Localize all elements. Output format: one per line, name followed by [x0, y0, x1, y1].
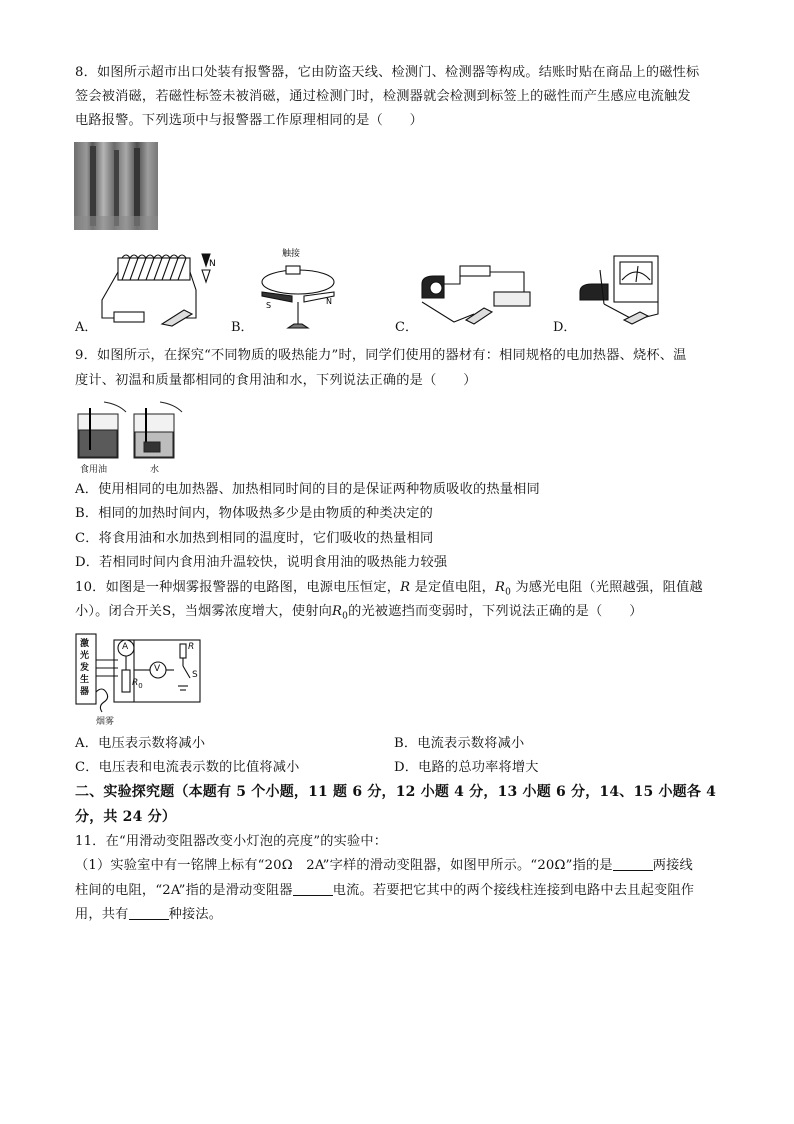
q10-option-d[interactable]: D．电路的总功率将增大 [394, 760, 539, 775]
ammeter-label: A [122, 642, 129, 652]
q11-line2: （1）实验室中有一铭牌上标有“20Ω 2A”字样的滑动变阻器，如图甲所示。“20Ω”指的是 两接线 [75, 858, 693, 873]
compass-n-label: N [209, 259, 216, 269]
q10-option-b[interactable]: B．电流表示数将减小 [394, 736, 525, 751]
section2-title: 二、实验探究题（本题有 5 个小题，11 题 6 分，12 小题 4 分，13 小题 6 分，14、15 小题各 4 [75, 784, 717, 800]
q11-line4: 用，共有 种接法。 [75, 907, 223, 922]
q8-figure-d-galvanometer [574, 250, 674, 332]
switch-s-label: S [192, 670, 198, 680]
q8-line2: 签会被消磁，若磁性标签未被消磁，通过检测门时，检测器就会检测到标签上的磁性而产生感应电流触发 [75, 89, 691, 104]
voltmeter-label: V [154, 664, 161, 674]
detector-gate-photo [74, 142, 158, 230]
q9-option-c[interactable]: C．将食用油和水加热到相同的温度时，它们吸收的热量相同 [75, 531, 434, 546]
laser-generator-label: 激 光 发 生 器 [80, 639, 90, 697]
q8-figure-a-electromagnet [92, 250, 217, 332]
q11-line1: 11．在“用滑动变阻器改变小灯泡的亮度”的实验中： [75, 834, 388, 849]
q8-figure-b-wire-magnet [252, 244, 344, 332]
q8-option-a-label[interactable]: A． [75, 320, 98, 335]
q9-option-d[interactable]: D．若相同时间内食用油升温较快，说明食用油的吸热能力较强 [75, 555, 448, 570]
q9-line1: 9．如图所示，在探究“不同物质的吸热能力”时，同学们使用的器材有：相同规格的电加热器、烧杯、温 [75, 348, 687, 363]
resistor-r-label: R [188, 642, 195, 652]
q10-line2: 小）。闭合开关S，当烟雾浓度增大，使射向$R_0$的光被遮挡而变弱时，下列说法正确的是（ ） [75, 604, 643, 622]
q8-option-b-label[interactable]: B． [231, 320, 254, 335]
q10-option-c[interactable]: C．电压表和电流表示数的比值将减小 [75, 760, 300, 775]
q9-line2: 度计、初温和质量都相同的食用油和水，下列说法正确的是（ ） [75, 373, 477, 388]
beaker-water-label: 水 [150, 465, 160, 475]
q8-line1: 8．如图所示超市出口处装有报警器，它由防盗天线、检测门、检测器等构成。结账时贴在商品上的磁性标 [75, 65, 700, 80]
q9-beakers-figure [74, 400, 194, 474]
r0-label: $R_0$ [132, 678, 143, 690]
contact-label: 触接 [282, 249, 301, 259]
q11-blank-3[interactable] [129, 906, 169, 920]
q11-blank-1[interactable] [613, 857, 653, 871]
q8-option-c-label[interactable]: C． [395, 320, 418, 335]
q10-circuit-diagram [74, 630, 204, 728]
q10-line1: 10．如图是一种烟雾报警器的电路图，电源电压恒定，R 是定值电阻，$R_0$ 为感光电阻（光照越强，阻值越 [75, 580, 703, 598]
q9-option-a[interactable]: A．使用相同的电加热器、加热相同时间的目的是保证两种物质吸收的热量相同 [75, 482, 540, 497]
magnet-n-label: N [326, 297, 332, 306]
magnet-s-label: S [266, 301, 272, 310]
section2-title-cont: 分，共 24 分） [75, 809, 177, 825]
q11-line3: 柱间的电阻，“2A”指的是滑动变阻器 电流。若要把它其中的两个接线柱连接到电路中去且起变阻作 [75, 883, 695, 898]
q9-option-b[interactable]: B．相同的加热时间内，物体吸热多少是由物质的种类决定的 [75, 506, 433, 521]
q8-option-d-label[interactable]: D． [553, 320, 577, 335]
q8-figure-c-motor [414, 262, 536, 332]
beaker-oil-label: 食用油 [80, 465, 108, 475]
q11-blank-2[interactable] [293, 882, 333, 896]
q10-option-a[interactable]: A．电压表示数将减小 [75, 736, 206, 751]
q8-line3: 电路报警。下列选项中与报警器工作原理相同的是（ ） [75, 113, 424, 128]
smoke-label: 烟雾 [96, 717, 115, 727]
